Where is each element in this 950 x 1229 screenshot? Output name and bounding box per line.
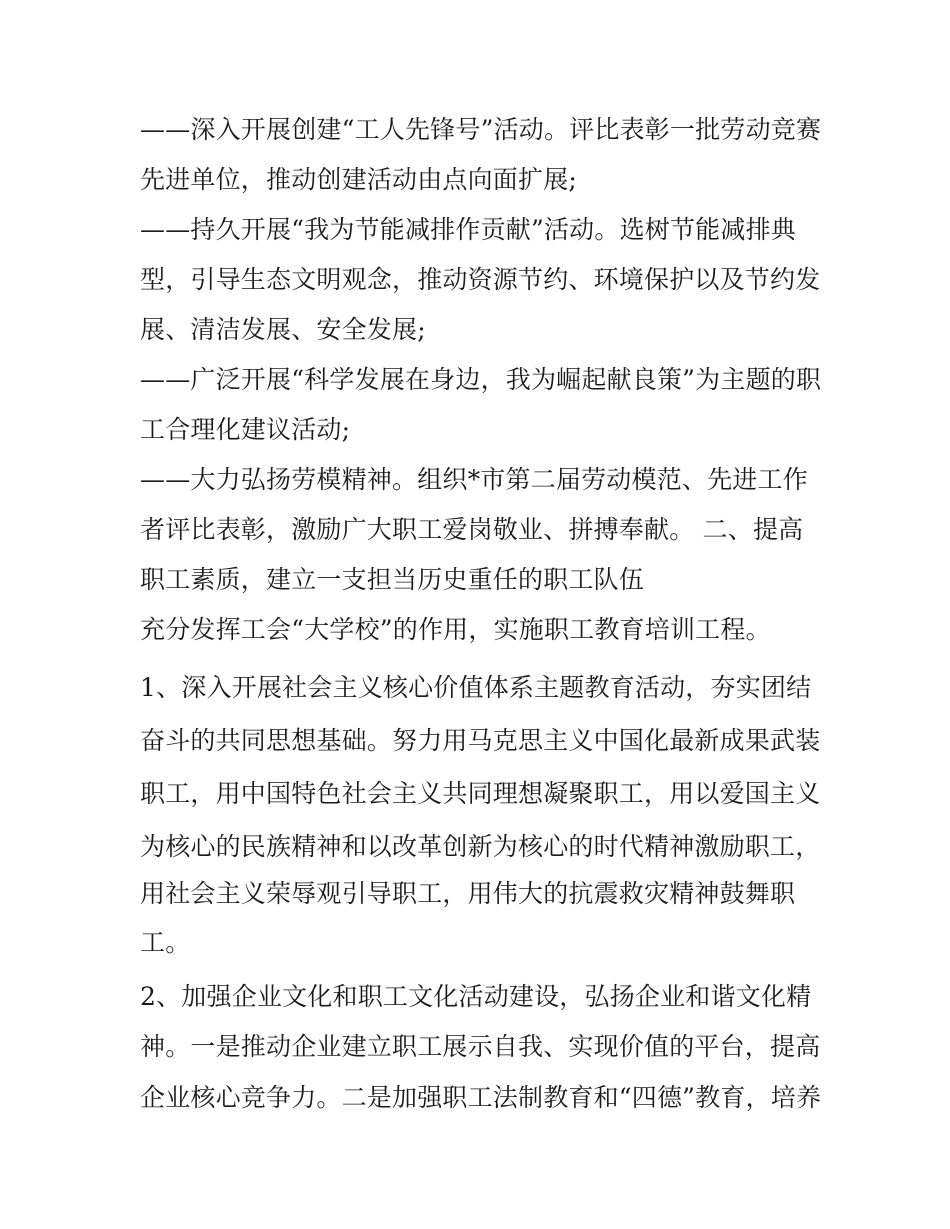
text-line: 职工素质，建立一支担当历史重任的职工队伍	[140, 565, 645, 594]
text-line: 企业核心竞争力。二是加强职工法制教育和“四德”教育，培养	[140, 1083, 822, 1112]
text-line: 1、深入开展社会主义核心价值体系主题教育活动，夯实团结	[140, 673, 812, 702]
text-line: 充分发挥工会“大学校”的作用，实施职工教育培训工程。	[140, 615, 771, 644]
text-line: 者评比表彰，激励广大职工爱岗敬业、拼搏奉献。 二、提高	[140, 515, 804, 544]
text-line: 职工，用中国特色社会主义共同理想凝聚职工，用以爱国主义	[140, 779, 821, 808]
text-line: 型，引导生态文明观念，推动资源节约、环境保护以及节约发	[140, 265, 821, 294]
text-line: 工合理化建议活动;	[140, 415, 351, 444]
text-line: 展、清洁发展、安全发展;	[140, 315, 426, 344]
text-line: 为核心的民族精神和以改革创新为核心的时代精神激励职工，	[140, 832, 821, 861]
text-line: 2、加强企业文化和职工文化活动建设，弘扬企业和谐文化精	[140, 982, 812, 1011]
text-line: 奋斗的共同思想基础。努力用马克思主义中国化最新成果武装	[140, 726, 821, 755]
text-line: 工。	[140, 928, 191, 957]
text-line: ——广泛开展“科学发展在身边，我为崛起献良策”为主题的职	[140, 365, 822, 394]
text-line: ——深入开展创建“工人先锋号”活动。评比表彰一批劳动竞赛	[140, 115, 822, 144]
text-line: ——大力弘扬劳模精神。组织*市第二届劳动模范、先进工作	[140, 465, 808, 494]
text-line: 神。一是推动企业建立职工展示自我、实现价值的平台，提高	[140, 1032, 821, 1061]
text-line: 用社会主义荣辱观引导职工，用伟大的抗震救灾精神鼓舞职	[140, 879, 796, 908]
text-line: ——持久开展“我为节能减排作贡献”活动。选树节能减排典	[140, 215, 796, 244]
text-line: 先进单位，推动创建活动由点向面扩展;	[140, 165, 578, 194]
